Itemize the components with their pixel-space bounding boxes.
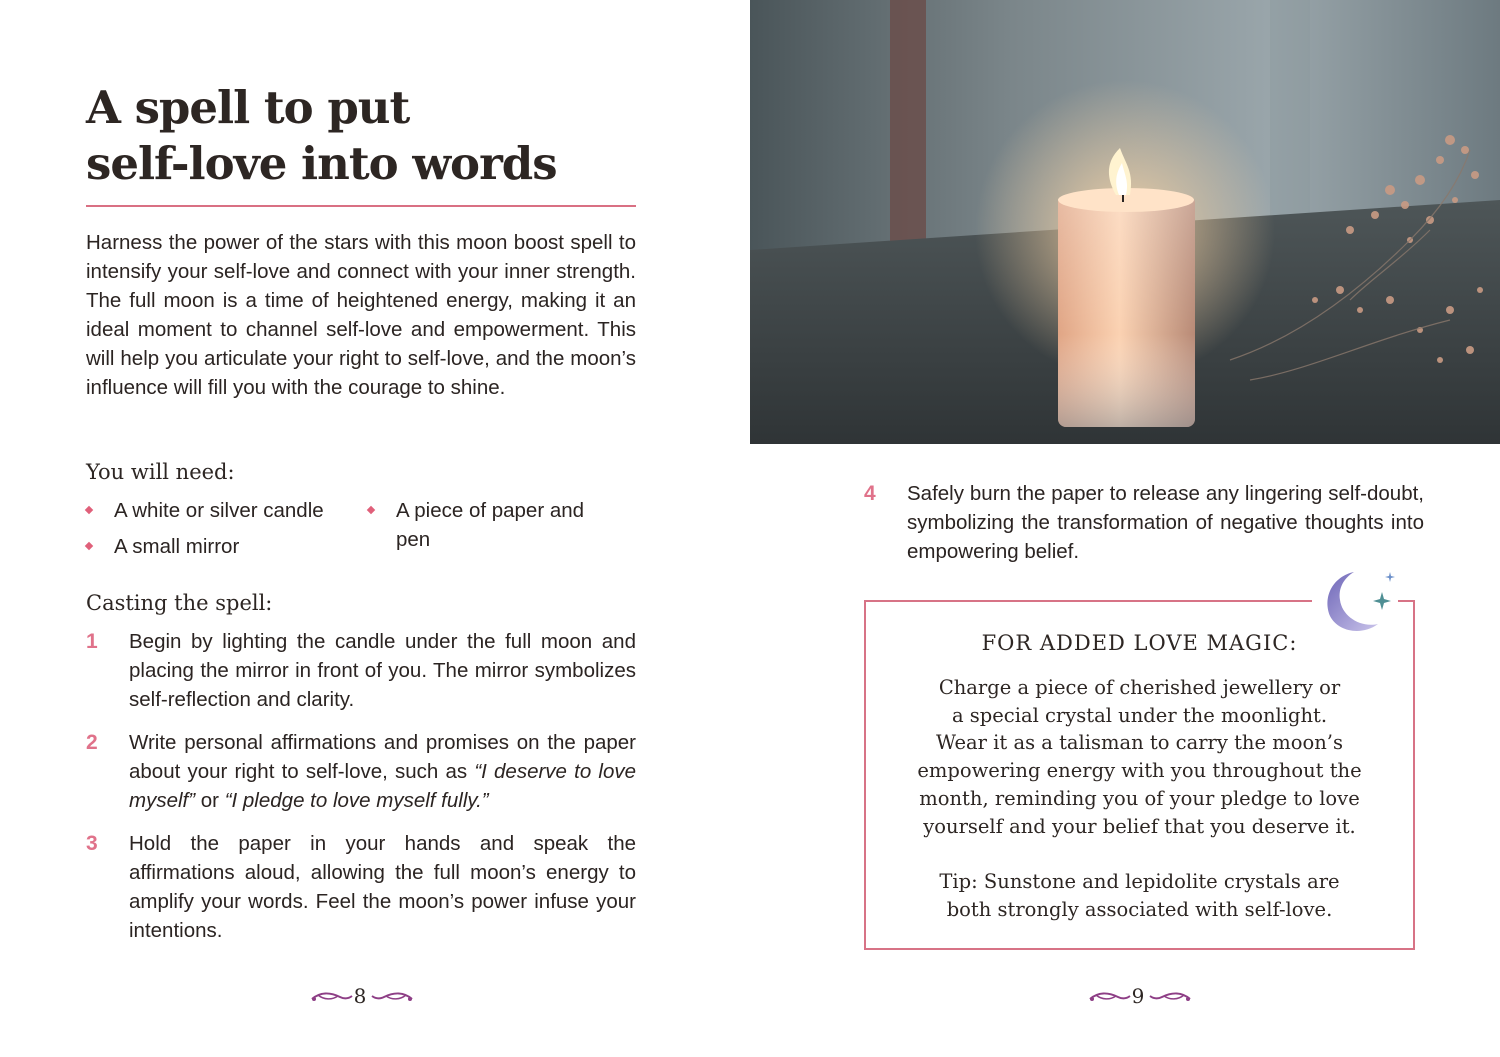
page-number-footer (1078, 982, 1198, 1010)
tip-box-body (864, 674, 1415, 840)
page-number: 8 (353, 984, 367, 1008)
step-number: 4 (864, 482, 876, 505)
step-number: 1 (86, 630, 98, 653)
ornament-right-icon (1148, 990, 1192, 1004)
tip-line: Wear it as a talisman to carry the moon’s (936, 731, 1343, 755)
step-text: Begin by lighting the candle under the full moon and placing the mirror in front of you. The mirror symbolizes self-reflection and clarity. (129, 630, 636, 711)
title-line-2: self-love into words (86, 137, 557, 190)
tip-line: empowering energy with you throughout the (917, 759, 1362, 783)
list-item: A white or silver candle (86, 496, 356, 525)
list-item: A piece of paper and pen (368, 496, 618, 554)
tip-line: Tip: Sunstone and lepidolite crystals are (939, 870, 1340, 893)
ornament-right-icon (370, 990, 414, 1004)
step-text: Write personal affirmations and promises on the paper about your right to self-love, such as “I deserve to love myself” or “I pledge to love myself fully.” (129, 731, 636, 812)
step-1 (86, 627, 636, 714)
casting-the-spell-heading: Casting the spell: (86, 591, 273, 615)
page-title (86, 80, 646, 192)
intro-paragraph: Harness the power of the stars with this moon boost spell to intensify your self-love and connect with your inner strength. The full moon is a time of heightened energy, making it an ideal moment to channel self-love and empowerment. This will help you articulate your right to self-love, and the moon’s influence will fill you with the courage to shine. (86, 231, 636, 399)
candle-image (750, 0, 1500, 444)
crescent-moon-icon (1316, 566, 1400, 638)
tip-line: month, reminding you of your pledge to love (919, 786, 1360, 810)
step-text: Safely burn the paper to release any lingering self-doubt, symbolizing the transformation of negative thoughts into empowering belief. (907, 482, 1424, 563)
you-will-need-heading: You will need: (86, 460, 235, 484)
ingredients-list (86, 496, 646, 566)
tip-line: a special crystal under the moonlight. (951, 703, 1328, 727)
tip-line: yourself and your belief that you deserve it. (923, 814, 1356, 838)
step-number: 2 (86, 731, 98, 754)
tip-line: both strongly associated with self-love. (946, 897, 1333, 921)
step-2 (86, 728, 636, 815)
list-item: A small mirror (86, 532, 356, 561)
page-number: 9 (1131, 984, 1145, 1008)
step-text: Hold the paper in your hands and speak the affirmations aloud, allowing the full moon’s energy to amplify your words. Feel the moon’s power infuse your intentions. (129, 832, 636, 942)
tip-box-title: FOR ADDED LOVE MAGIC: (981, 631, 1298, 655)
affirmation-quote: “I pledge to love myself fully.” (224, 789, 489, 812)
step-4 (864, 479, 1424, 566)
tip-line: Charge a piece of cherished jewellery or (938, 676, 1341, 699)
page-number-footer (300, 982, 420, 1010)
step-3 (86, 829, 636, 945)
affirmation-quote: “I deserve to love myself” (129, 760, 636, 812)
title-line-1: A spell to put (86, 81, 410, 134)
candle-photo (750, 0, 1500, 444)
crystal-tip (864, 868, 1415, 923)
step-number: 3 (86, 832, 98, 855)
title-divider (86, 205, 636, 207)
